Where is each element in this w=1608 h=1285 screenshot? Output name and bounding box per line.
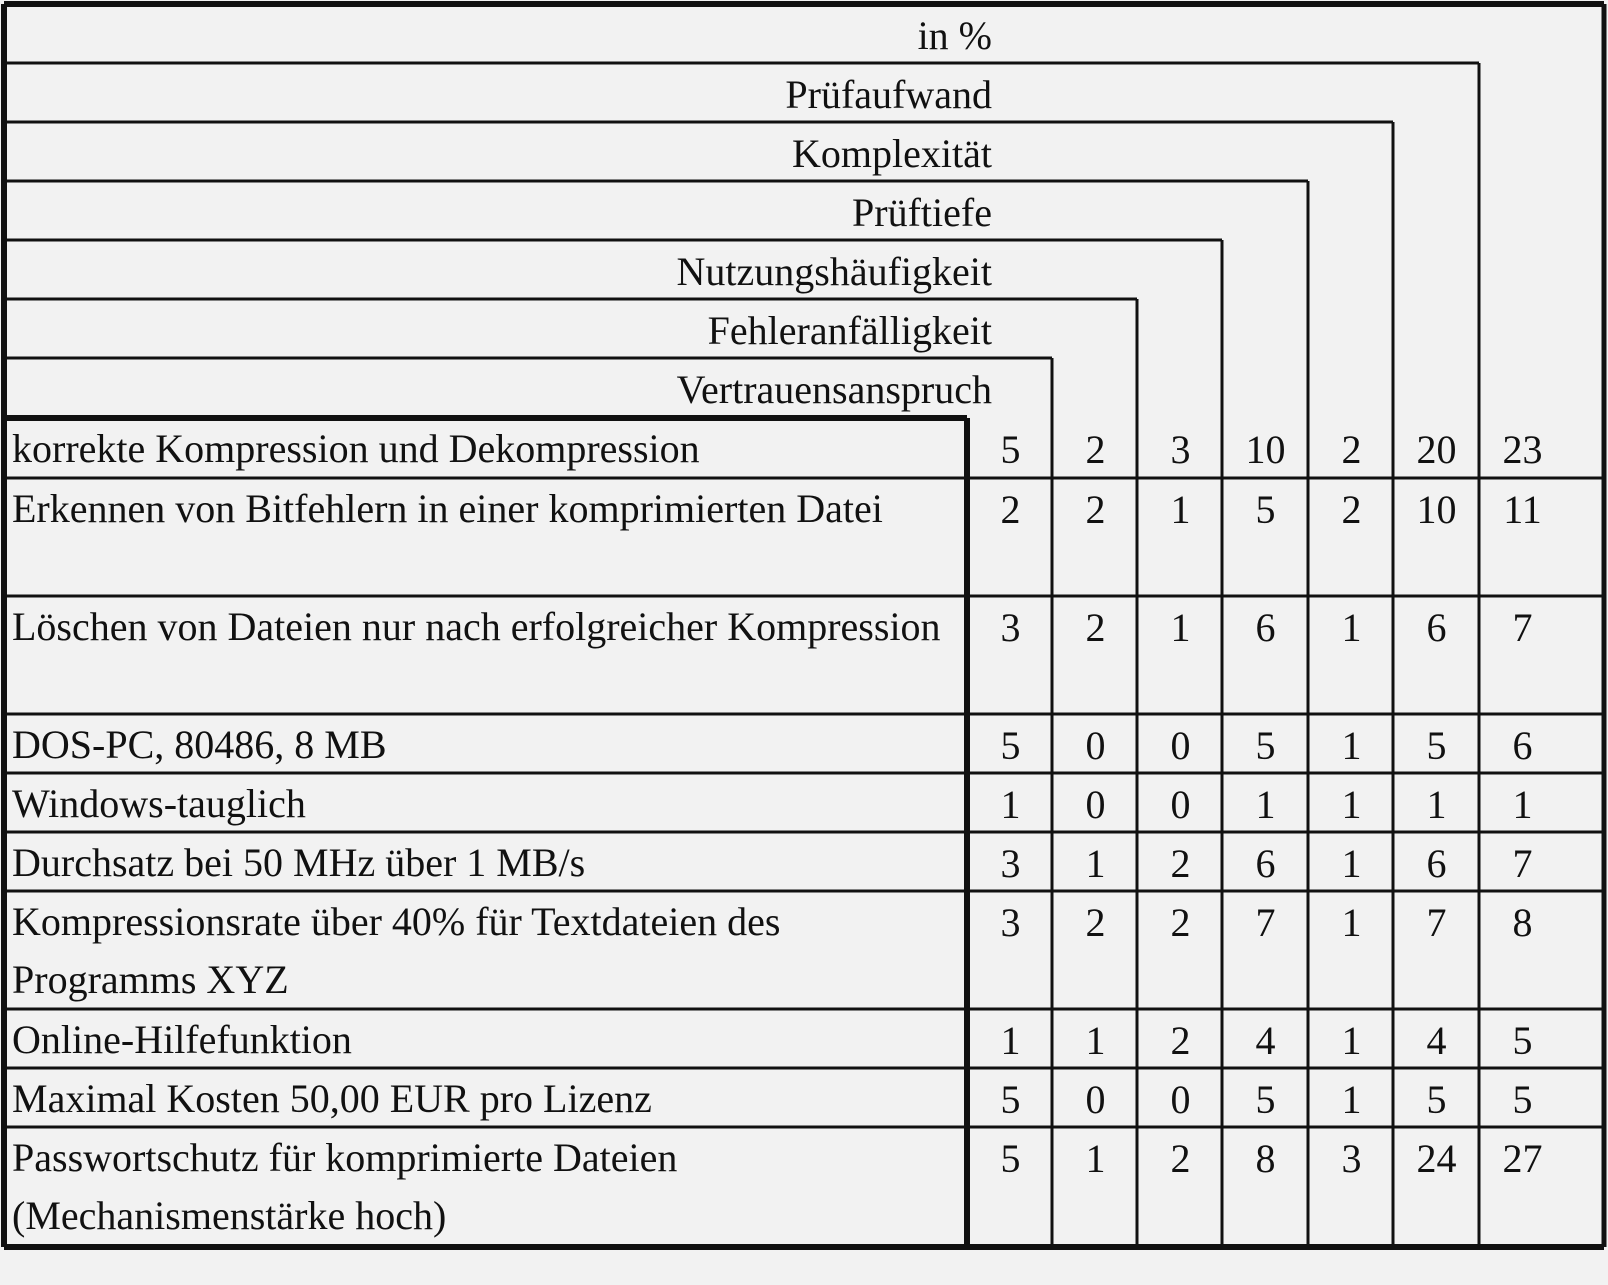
value-cell: 1 <box>1341 782 1362 827</box>
value-cell: 0 <box>1170 782 1191 827</box>
row-label: korrekte Kompression und Dekompression <box>12 426 700 471</box>
value-cell: 3 <box>1000 605 1021 650</box>
row-label: Passwortschutz für komprimierte Dateien (Mechanismenstärke hoch) <box>12 1135 678 1238</box>
value-cell: 0 <box>1085 1077 1106 1122</box>
value-cell: 2 <box>1000 487 1021 532</box>
value-cell: 0 <box>1170 1077 1191 1122</box>
value-cell: 1 <box>1426 782 1447 827</box>
value-cell: 5 <box>1255 1077 1276 1122</box>
value-cell: 3 <box>1000 841 1021 886</box>
row-label: Kompressionsrate über 40% für Textdateien des Programms XYZ <box>12 899 781 1002</box>
header-nutzungshaeufigkeit: Nutzungshäufigkeit <box>676 249 992 294</box>
value-cell: 5 <box>1255 487 1276 532</box>
value-cell: 5 <box>1512 1018 1533 1063</box>
row-label: Löschen von Dateien nur nach erfolgreicher Kompression <box>12 604 941 649</box>
value-cell: 0 <box>1170 723 1191 768</box>
value-cell: 2 <box>1170 841 1191 886</box>
value-cell: 2 <box>1085 427 1106 472</box>
value-cell: 2 <box>1170 1136 1191 1181</box>
value-cell: 6 <box>1255 605 1276 650</box>
value-cell: 2 <box>1170 1018 1191 1063</box>
value-cell: 6 <box>1512 723 1533 768</box>
row-label: Windows-tauglich <box>12 781 306 826</box>
row-label: Maximal Kosten 50,00 EUR pro Lizenz <box>12 1076 652 1121</box>
value-cell: 1 <box>1341 1018 1362 1063</box>
value-cell: 2 <box>1341 487 1362 532</box>
value-cell: 5 <box>1426 723 1447 768</box>
value-cell: 1 <box>1000 782 1021 827</box>
header-fehleranfaelligkeit: Fehleranfälligkeit <box>707 308 992 353</box>
value-cell: 6 <box>1255 841 1276 886</box>
value-cell: 3 <box>1170 427 1191 472</box>
value-cell: 10 <box>1245 427 1286 472</box>
value-cell: 4 <box>1255 1018 1276 1063</box>
header-pruefaufwand: Prüfaufwand <box>785 72 992 117</box>
value-cell: 1 <box>1341 1077 1362 1122</box>
value-cell: 20 <box>1416 427 1457 472</box>
value-cell: 4 <box>1426 1018 1447 1063</box>
value-cell: 5 <box>1512 1077 1533 1122</box>
value-cell: 7 <box>1426 900 1447 945</box>
value-cell: 1 <box>1341 900 1362 945</box>
value-cell: 3 <box>1341 1136 1362 1181</box>
value-cell: 0 <box>1085 782 1106 827</box>
value-cell: 23 <box>1502 427 1543 472</box>
value-cell: 1 <box>1085 841 1106 886</box>
value-cell: 6 <box>1426 605 1447 650</box>
value-cell: 2 <box>1085 900 1106 945</box>
value-cell: 3 <box>1000 900 1021 945</box>
value-cell: 2 <box>1085 487 1106 532</box>
value-cell: 5 <box>1000 427 1021 472</box>
value-cell: 1 <box>1085 1136 1106 1181</box>
value-cell: 27 <box>1502 1136 1543 1181</box>
value-cell: 5 <box>1426 1077 1447 1122</box>
header-in-percent: in % <box>917 13 992 58</box>
value-cell: 6 <box>1426 841 1447 886</box>
value-cell: 1 <box>1255 782 1276 827</box>
value-cell: 2 <box>1341 427 1362 472</box>
value-cell: 1 <box>1170 605 1191 650</box>
header-prueftiefe: Prüftiefe <box>852 190 992 235</box>
value-cell: 1 <box>1341 723 1362 768</box>
value-cell: 7 <box>1512 841 1533 886</box>
header-vertrauensanspruch: Vertrauensanspruch <box>676 367 992 412</box>
value-cell: 0 <box>1085 723 1106 768</box>
header-komplexitaet: Komplexität <box>792 131 992 176</box>
value-cell: 5 <box>1000 723 1021 768</box>
value-cell: 7 <box>1512 605 1533 650</box>
row-label: DOS-PC, 80486, 8 MB <box>12 722 387 767</box>
value-cell: 1 <box>1085 1018 1106 1063</box>
value-cell: 10 <box>1416 487 1457 532</box>
value-cell: 8 <box>1512 900 1533 945</box>
value-cell: 7 <box>1255 900 1276 945</box>
value-cell: 2 <box>1170 900 1191 945</box>
value-cell: 2 <box>1085 605 1106 650</box>
value-cell: 5 <box>1000 1136 1021 1181</box>
value-cell: 8 <box>1255 1136 1276 1181</box>
value-cell: 5 <box>1255 723 1276 768</box>
value-cell: 24 <box>1416 1136 1457 1181</box>
value-cell: 1 <box>1341 841 1362 886</box>
value-cell: 1 <box>1170 487 1191 532</box>
row-label: Durchsatz bei 50 MHz über 1 MB/s <box>12 840 586 885</box>
row-label: Online-Hilfefunktion <box>12 1017 352 1062</box>
value-cell: 1 <box>1341 605 1362 650</box>
value-cell: 1 <box>1000 1018 1021 1063</box>
row-label: Erkennen von Bitfehlern in einer komprimierten Datei <box>12 486 883 531</box>
value-cell: 1 <box>1512 782 1533 827</box>
value-cell: 5 <box>1000 1077 1021 1122</box>
value-cell: 11 <box>1503 487 1542 532</box>
